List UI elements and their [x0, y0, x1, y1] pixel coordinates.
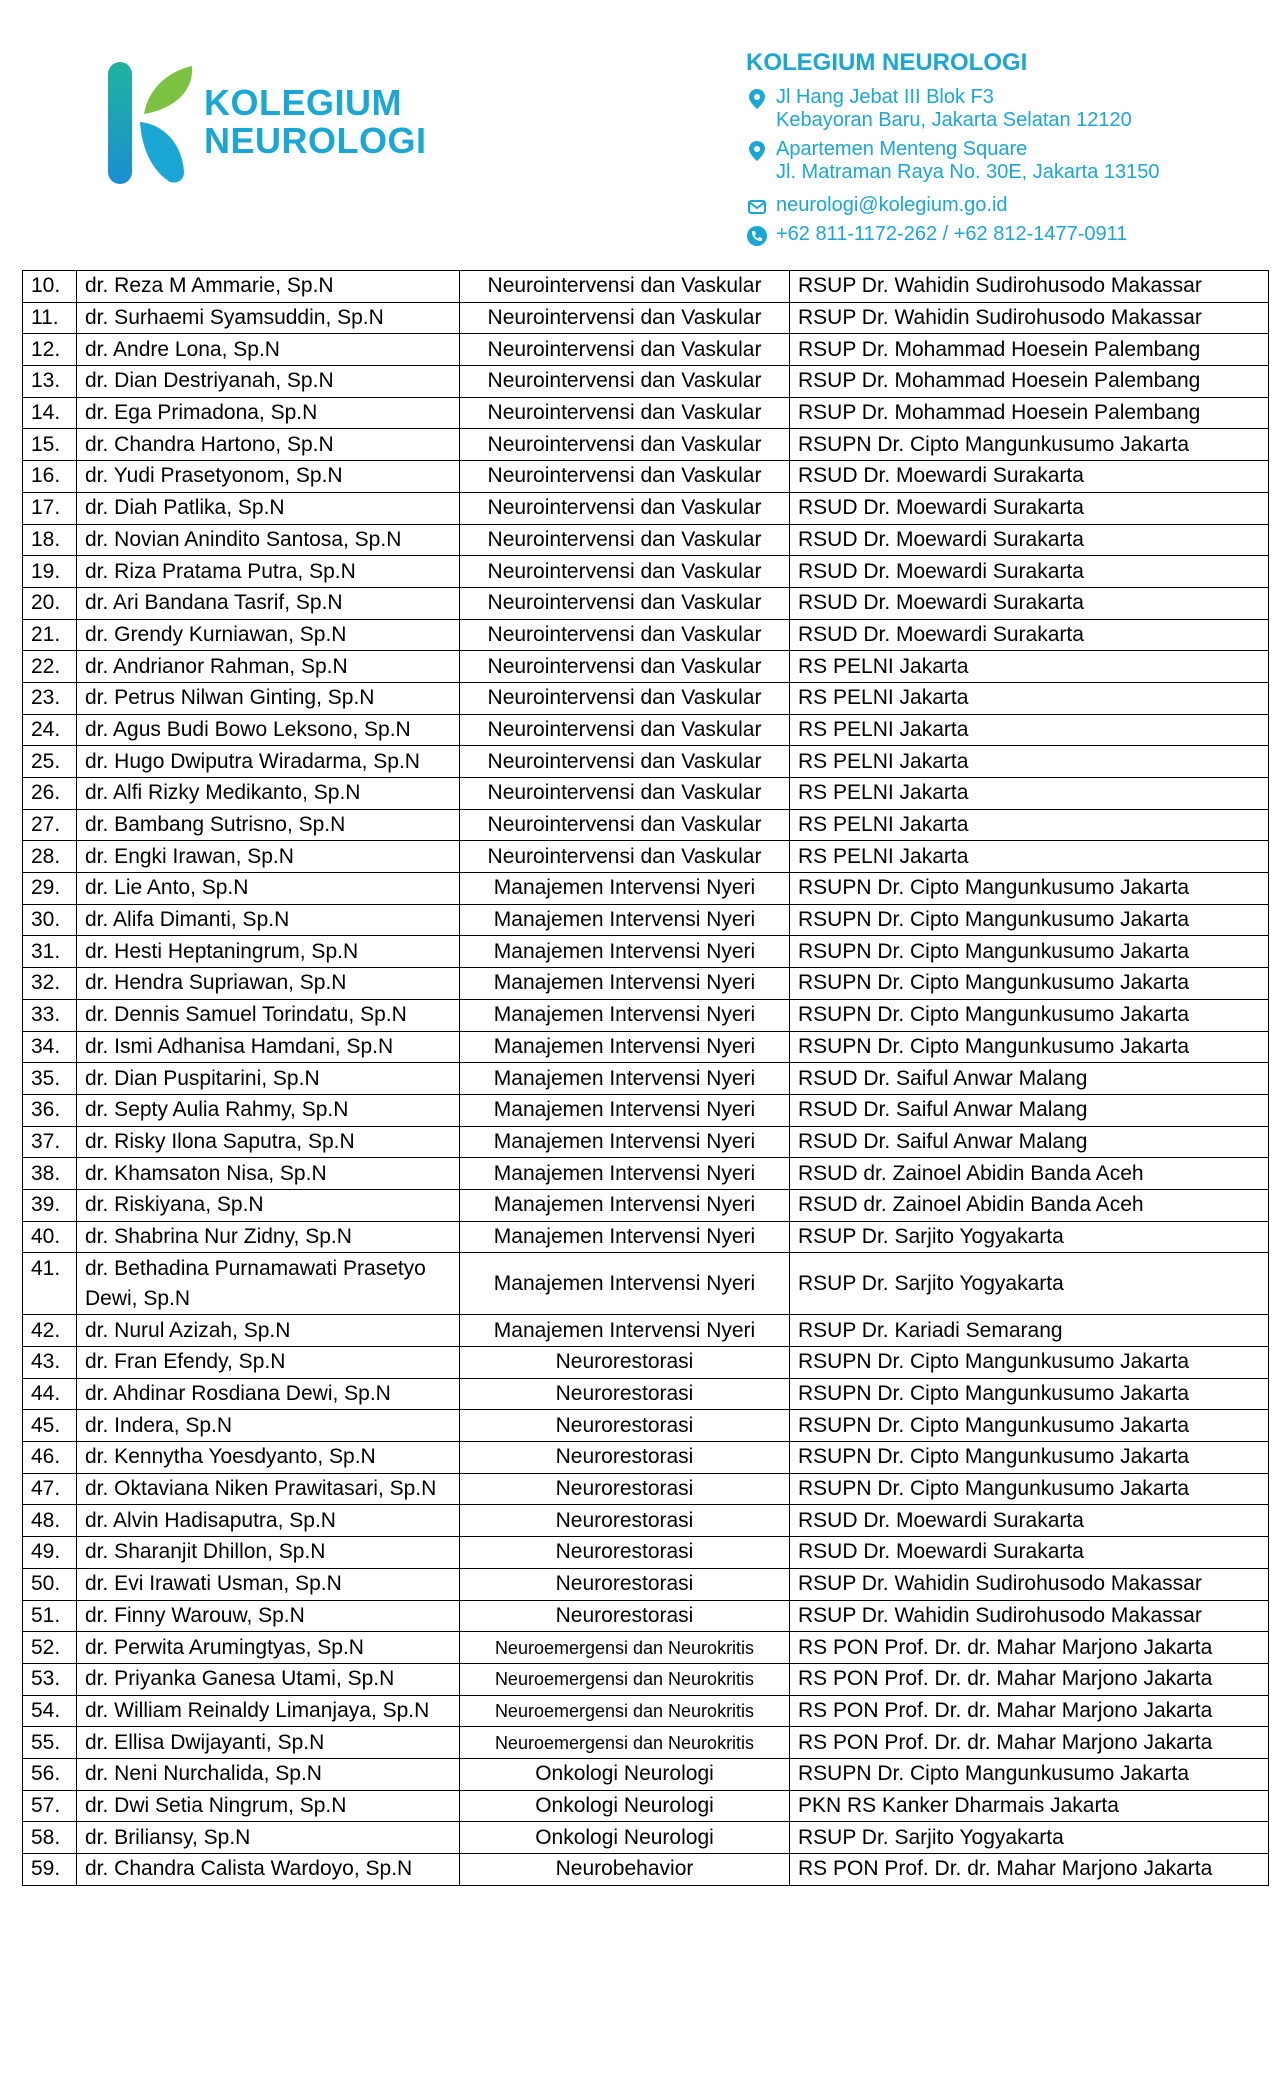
hospital: RS PELNI Jakarta	[790, 651, 1269, 683]
division: Neurorestorasi	[460, 1410, 790, 1442]
row-number: 54.	[23, 1695, 77, 1727]
hospital: RSUPN Dr. Cipto Mangunkusumo Jakarta	[790, 904, 1269, 936]
hospital: RSUPN Dr. Cipto Mangunkusumo Jakarta	[790, 968, 1269, 1000]
row-number: 38.	[23, 1158, 77, 1190]
division: Neurointervensi dan Vaskular	[460, 524, 790, 556]
hospital: RSUPN Dr. Cipto Mangunkusumo Jakarta	[790, 1473, 1269, 1505]
doctor-name: dr. Surhaemi Syamsuddin, Sp.N	[77, 302, 460, 334]
division: Neurointervensi dan Vaskular	[460, 619, 790, 651]
hospital: RSUPN Dr. Cipto Mangunkusumo Jakarta	[790, 1031, 1269, 1063]
table-row	[23, 1158, 1269, 1190]
doctor-name: dr. Novian Anindito Santosa, Sp.N	[77, 524, 460, 556]
division: Manajemen Intervensi Nyeri	[460, 1221, 790, 1253]
division: Neurointervensi dan Vaskular	[460, 809, 790, 841]
row-number: 59.	[23, 1854, 77, 1886]
row-number: 35.	[23, 1063, 77, 1095]
division: Neurorestorasi	[460, 1505, 790, 1537]
row-number: 56.	[23, 1758, 77, 1790]
row-number: 23.	[23, 682, 77, 714]
hospital: RS PELNI Jakarta	[790, 682, 1269, 714]
doctor-name: dr. Grendy Kurniawan, Sp.N	[77, 619, 460, 651]
table-row	[23, 999, 1269, 1031]
doctor-name: dr. Dwi Setia Ningrum, Sp.N	[77, 1790, 460, 1822]
doctor-name: dr. Shabrina Nur Zidny, Sp.N	[77, 1221, 460, 1253]
row-number: 55.	[23, 1727, 77, 1759]
letterhead	[0, 0, 1275, 262]
row-number: 13.	[23, 366, 77, 398]
division: Neurointervensi dan Vaskular	[460, 366, 790, 398]
hospital: RSUPN Dr. Cipto Mangunkusumo Jakarta	[790, 999, 1269, 1031]
location-pin-icon	[746, 88, 768, 110]
hospital: RSUD Dr. Moewardi Surakarta	[790, 1537, 1269, 1569]
table-row	[23, 1695, 1269, 1727]
division: Manajemen Intervensi Nyeri	[460, 968, 790, 1000]
doctor-name: dr. Alifa Dimanti, Sp.N	[77, 904, 460, 936]
division: Neurointervensi dan Vaskular	[460, 841, 790, 873]
division: Neurointervensi dan Vaskular	[460, 587, 790, 619]
hospital: RSUD Dr. Saiful Anwar Malang	[790, 1126, 1269, 1158]
row-number: 42.	[23, 1315, 77, 1347]
table-row	[23, 1632, 1269, 1664]
table-row	[23, 619, 1269, 651]
table-row	[23, 1663, 1269, 1695]
division: Neurointervensi dan Vaskular	[460, 778, 790, 810]
division: Manajemen Intervensi Nyeri	[460, 1315, 790, 1347]
hospital: RSUP Dr. Wahidin Sudirohusodo Makassar	[790, 1600, 1269, 1632]
email-icon	[746, 196, 768, 218]
table-row	[23, 1094, 1269, 1126]
table-row	[23, 651, 1269, 683]
division: Neurointervensi dan Vaskular	[460, 271, 790, 303]
row-number: 18.	[23, 524, 77, 556]
row-number: 39.	[23, 1189, 77, 1221]
division: Manajemen Intervensi Nyeri	[460, 1253, 790, 1315]
row-number: 20.	[23, 587, 77, 619]
contact-title: KOLEGIUM NEUROLOGI	[746, 49, 1028, 76]
table-row	[23, 1221, 1269, 1253]
doctor-name: dr. Sharanjit Dhillon, Sp.N	[77, 1537, 460, 1569]
table-row	[23, 1758, 1269, 1790]
division: Neurorestorasi	[460, 1600, 790, 1632]
doctor-name: dr. Yudi Prasetyonom, Sp.N	[77, 461, 460, 493]
logo-wordmark	[204, 84, 427, 160]
table-body	[23, 271, 1269, 1886]
table-row	[23, 1568, 1269, 1600]
doctor-name: dr. Agus Budi Bowo Leksono, Sp.N	[77, 714, 460, 746]
doctor-name: dr. Bambang Sutrisno, Sp.N	[77, 809, 460, 841]
table-row	[23, 1063, 1269, 1095]
doctor-name: dr. Andrianor Rahman, Sp.N	[77, 651, 460, 683]
doctor-name: dr. Engki Irawan, Sp.N	[77, 841, 460, 873]
phone-line	[740, 223, 1260, 246]
table-row	[23, 1854, 1269, 1886]
hospital: RSUD Dr. Saiful Anwar Malang	[790, 1063, 1269, 1095]
table-row	[23, 397, 1269, 429]
hospital: RSUP Dr. Wahidin Sudirohusodo Makassar	[790, 302, 1269, 334]
hospital: RSUPN Dr. Cipto Mangunkusumo Jakarta	[790, 429, 1269, 461]
row-number: 19.	[23, 556, 77, 588]
doctor-name: dr. Ahdinar Rosdiana Dewi, Sp.N	[77, 1378, 460, 1410]
address-1-line-1: Jl Hang Jebat III Blok F3	[776, 86, 994, 108]
table-row	[23, 334, 1269, 366]
row-number: 41.	[23, 1253, 77, 1315]
hospital: RS PELNI Jakarta	[790, 841, 1269, 873]
kolegium-logo-icon	[104, 62, 194, 184]
address-2-line-2: Jl. Matraman Raya No. 30E, Jakarta 13150	[776, 161, 1160, 183]
row-number: 15.	[23, 429, 77, 461]
division: Manajemen Intervensi Nyeri	[460, 1063, 790, 1095]
address-1	[740, 86, 1260, 132]
doctor-name: dr. Risky Ilona Saputra, Sp.N	[77, 1126, 460, 1158]
division: Neurointervensi dan Vaskular	[460, 556, 790, 588]
table-row	[23, 1600, 1269, 1632]
division: Neurorestorasi	[460, 1347, 790, 1379]
division: Neurointervensi dan Vaskular	[460, 429, 790, 461]
row-number: 10.	[23, 271, 77, 303]
division: Manajemen Intervensi Nyeri	[460, 873, 790, 905]
hospital: RSUP Dr. Sarjito Yogyakarta	[790, 1822, 1269, 1854]
division: Neurointervensi dan Vaskular	[460, 492, 790, 524]
division: Neurointervensi dan Vaskular	[460, 334, 790, 366]
division: Neurorestorasi	[460, 1378, 790, 1410]
table-row	[23, 1410, 1269, 1442]
hospital: RSUD Dr. Moewardi Surakarta	[790, 492, 1269, 524]
hospital: RS PELNI Jakarta	[790, 746, 1269, 778]
row-number: 47.	[23, 1473, 77, 1505]
hospital: RSUPN Dr. Cipto Mangunkusumo Jakarta	[790, 873, 1269, 905]
row-number: 11.	[23, 302, 77, 334]
row-number: 58.	[23, 1822, 77, 1854]
hospital: RSUP Dr. Wahidin Sudirohusodo Makassar	[790, 271, 1269, 303]
division: Manajemen Intervensi Nyeri	[460, 904, 790, 936]
doctor-name: dr. Chandra Hartono, Sp.N	[77, 429, 460, 461]
table-row	[23, 492, 1269, 524]
hospital: RSUD Dr. Moewardi Surakarta	[790, 1505, 1269, 1537]
row-number: 27.	[23, 809, 77, 841]
division: Neuroemergensi dan Neurokritis	[460, 1727, 790, 1759]
table-row	[23, 1790, 1269, 1822]
phone-icon	[746, 225, 768, 247]
doctor-name: dr. Evi Irawati Usman, Sp.N	[77, 1568, 460, 1600]
table-row	[23, 1473, 1269, 1505]
row-number: 34.	[23, 1031, 77, 1063]
table-row	[23, 841, 1269, 873]
hospital: RS PELNI Jakarta	[790, 809, 1269, 841]
address-2-line-1: Apartemen Menteng Square	[776, 138, 1028, 160]
row-number: 21.	[23, 619, 77, 651]
email-line	[740, 194, 1260, 217]
row-number: 26.	[23, 778, 77, 810]
address-2	[740, 138, 1260, 184]
doctor-name: dr. Perwita Arumingtyas, Sp.N	[77, 1632, 460, 1664]
division: Neurointervensi dan Vaskular	[460, 461, 790, 493]
doctor-name: dr. Lie Anto, Sp.N	[77, 873, 460, 905]
row-number: 51.	[23, 1600, 77, 1632]
hospital: RSUP Dr. Kariadi Semarang	[790, 1315, 1269, 1347]
table-row	[23, 1505, 1269, 1537]
doctor-name: dr. Indera, Sp.N	[77, 1410, 460, 1442]
doctor-name: dr. Fran Efendy, Sp.N	[77, 1347, 460, 1379]
division: Onkologi Neurologi	[460, 1822, 790, 1854]
hospital: RSUP Dr. Mohammad Hoesein Palembang	[790, 397, 1269, 429]
table-row	[23, 302, 1269, 334]
logo-line-2: NEUROLOGI	[204, 120, 427, 161]
hospital: RS PELNI Jakarta	[790, 778, 1269, 810]
row-number: 49.	[23, 1537, 77, 1569]
table-row	[23, 1347, 1269, 1379]
hospital: RSUD Dr. Moewardi Surakarta	[790, 461, 1269, 493]
table-row	[23, 587, 1269, 619]
row-number: 48.	[23, 1505, 77, 1537]
division: Manajemen Intervensi Nyeri	[460, 1094, 790, 1126]
table-row	[23, 1378, 1269, 1410]
table-row	[23, 682, 1269, 714]
location-pin-icon	[746, 140, 768, 162]
table-row	[23, 461, 1269, 493]
division: Neurointervensi dan Vaskular	[460, 651, 790, 683]
participant-table	[22, 270, 1269, 1886]
division: Onkologi Neurologi	[460, 1758, 790, 1790]
table-row	[23, 1442, 1269, 1474]
division: Neuroemergensi dan Neurokritis	[460, 1695, 790, 1727]
doctor-name: dr. Petrus Nilwan Ginting, Sp.N	[77, 682, 460, 714]
doctor-name: dr. Dian Destriyanah, Sp.N	[77, 366, 460, 398]
row-number: 17.	[23, 492, 77, 524]
division: Neurobehavior	[460, 1854, 790, 1886]
row-number: 33.	[23, 999, 77, 1031]
doctor-name: dr. Finny Warouw, Sp.N	[77, 1600, 460, 1632]
division: Manajemen Intervensi Nyeri	[460, 999, 790, 1031]
table-row	[23, 1031, 1269, 1063]
row-number: 52.	[23, 1632, 77, 1664]
hospital: RS PON Prof. Dr. dr. Mahar Marjono Jakarta	[790, 1854, 1269, 1886]
table-row	[23, 1189, 1269, 1221]
hospital: RSUPN Dr. Cipto Mangunkusumo Jakarta	[790, 1410, 1269, 1442]
table-row	[23, 809, 1269, 841]
contact-block	[740, 48, 1260, 246]
hospital: RS PON Prof. Dr. dr. Mahar Marjono Jakarta	[790, 1727, 1269, 1759]
table-row	[23, 1822, 1269, 1854]
row-number: 12.	[23, 334, 77, 366]
table-row	[23, 271, 1269, 303]
doctor-name: dr. Hesti Heptaningrum, Sp.N	[77, 936, 460, 968]
table-row	[23, 873, 1269, 905]
division: Neurointervensi dan Vaskular	[460, 682, 790, 714]
table-row	[23, 778, 1269, 810]
division: Manajemen Intervensi Nyeri	[460, 1158, 790, 1190]
row-number: 45.	[23, 1410, 77, 1442]
doctor-name: dr. Diah Patlika, Sp.N	[77, 492, 460, 524]
table-row	[23, 1315, 1269, 1347]
hospital: RSUP Dr. Sarjito Yogyakarta	[790, 1221, 1269, 1253]
division: Neurointervensi dan Vaskular	[460, 302, 790, 334]
division: Neurorestorasi	[460, 1442, 790, 1474]
doctor-name: dr. Neni Nurchalida, Sp.N	[77, 1758, 460, 1790]
table-row	[23, 1727, 1269, 1759]
hospital: RS PON Prof. Dr. dr. Mahar Marjono Jakarta	[790, 1632, 1269, 1664]
doctor-name: dr. William Reinaldy Limanjaya, Sp.N	[77, 1695, 460, 1727]
doctor-name: dr. Ega Primadona, Sp.N	[77, 397, 460, 429]
hospital: RSUPN Dr. Cipto Mangunkusumo Jakarta	[790, 1378, 1269, 1410]
doctor-name: dr. Kennytha Yoesdyanto, Sp.N	[77, 1442, 460, 1474]
table-row	[23, 1537, 1269, 1569]
doctor-name: dr. Bethadina Purnamawati Prasetyo Dewi, Sp.N	[77, 1253, 460, 1315]
doctor-name: dr. Dennis Samuel Torindatu, Sp.N	[77, 999, 460, 1031]
hospital: RSUPN Dr. Cipto Mangunkusumo Jakarta	[790, 1442, 1269, 1474]
division: Neurointervensi dan Vaskular	[460, 397, 790, 429]
hospital: RSUD Dr. Moewardi Surakarta	[790, 556, 1269, 588]
doctor-name: dr. Khamsaton Nisa, Sp.N	[77, 1158, 460, 1190]
division: Onkologi Neurologi	[460, 1790, 790, 1822]
doctor-name: dr. Riskiyana, Sp.N	[77, 1189, 460, 1221]
row-number: 43.	[23, 1347, 77, 1379]
row-number: 30.	[23, 904, 77, 936]
table-row	[23, 1253, 1269, 1315]
row-number: 24.	[23, 714, 77, 746]
row-number: 57.	[23, 1790, 77, 1822]
division: Manajemen Intervensi Nyeri	[460, 1126, 790, 1158]
table-row	[23, 524, 1269, 556]
division: Neurointervensi dan Vaskular	[460, 746, 790, 778]
doctor-name: dr. Nurul Azizah, Sp.N	[77, 1315, 460, 1347]
doctor-name: dr. Dian Puspitarini, Sp.N	[77, 1063, 460, 1095]
row-number: 31.	[23, 936, 77, 968]
table-row	[23, 746, 1269, 778]
hospital: RSUP Dr. Mohammad Hoesein Palembang	[790, 334, 1269, 366]
row-number: 14.	[23, 397, 77, 429]
hospital: RSUP Dr. Mohammad Hoesein Palembang	[790, 366, 1269, 398]
hospital: RS PELNI Jakarta	[790, 714, 1269, 746]
row-number: 46.	[23, 1442, 77, 1474]
row-number: 22.	[23, 651, 77, 683]
doctor-name: dr. Ismi Adhanisa Hamdani, Sp.N	[77, 1031, 460, 1063]
doctor-name: dr. Alfi Rizky Medikanto, Sp.N	[77, 778, 460, 810]
email-text[interactable]: neurologi@kolegium.go.id	[776, 194, 1008, 216]
row-number: 44.	[23, 1378, 77, 1410]
hospital: RSUD Dr. Moewardi Surakarta	[790, 587, 1269, 619]
row-number: 25.	[23, 746, 77, 778]
doctor-name: dr. Chandra Calista Wardoyo, Sp.N	[77, 1854, 460, 1886]
table-row	[23, 936, 1269, 968]
hospital: RSUPN Dr. Cipto Mangunkusumo Jakarta	[790, 936, 1269, 968]
doctor-name: dr. Hugo Dwiputra Wiradarma, Sp.N	[77, 746, 460, 778]
hospital: RSUD dr. Zainoel Abidin Banda Aceh	[790, 1189, 1269, 1221]
row-number: 32.	[23, 968, 77, 1000]
hospital: PKN RS Kanker Dharmais Jakarta	[790, 1790, 1269, 1822]
hospital: RSUP Dr. Sarjito Yogyakarta	[790, 1253, 1269, 1315]
doctor-name: dr. Briliansy, Sp.N	[77, 1822, 460, 1854]
row-number: 28.	[23, 841, 77, 873]
doctor-name: dr. Ellisa Dwijayanti, Sp.N	[77, 1727, 460, 1759]
table-row	[23, 366, 1269, 398]
table-row	[23, 1126, 1269, 1158]
doctor-name: dr. Septy Aulia Rahmy, Sp.N	[77, 1094, 460, 1126]
row-number: 37.	[23, 1126, 77, 1158]
row-number: 16.	[23, 461, 77, 493]
table-row	[23, 968, 1269, 1000]
hospital: RSUD Dr. Saiful Anwar Malang	[790, 1094, 1269, 1126]
doctor-name: dr. Hendra Supriawan, Sp.N	[77, 968, 460, 1000]
hospital: RSUD Dr. Moewardi Surakarta	[790, 524, 1269, 556]
hospital: RSUPN Dr. Cipto Mangunkusumo Jakarta	[790, 1347, 1269, 1379]
phone-text[interactable]: +62 811-1172-262 / +62 812-1477-0911	[776, 223, 1128, 245]
row-number: 50.	[23, 1568, 77, 1600]
table-row	[23, 556, 1269, 588]
doctor-name: dr. Priyanka Ganesa Utami, Sp.N	[77, 1663, 460, 1695]
table-row	[23, 904, 1269, 936]
hospital: RSUP Dr. Wahidin Sudirohusodo Makassar	[790, 1568, 1269, 1600]
hospital: RSUD dr. Zainoel Abidin Banda Aceh	[790, 1158, 1269, 1190]
doctor-name: dr. Riza Pratama Putra, Sp.N	[77, 556, 460, 588]
division: Neuroemergensi dan Neurokritis	[460, 1632, 790, 1664]
doctor-name: dr. Reza M Ammarie, Sp.N	[77, 271, 460, 303]
row-number: 40.	[23, 1221, 77, 1253]
row-number: 53.	[23, 1663, 77, 1695]
hospital: RSUPN Dr. Cipto Mangunkusumo Jakarta	[790, 1758, 1269, 1790]
division: Neurointervensi dan Vaskular	[460, 714, 790, 746]
hospital: RS PON Prof. Dr. dr. Mahar Marjono Jakarta	[790, 1695, 1269, 1727]
doctor-name: dr. Oktaviana Niken Prawitasari, Sp.N	[77, 1473, 460, 1505]
table-row	[23, 429, 1269, 461]
division: Neurorestorasi	[460, 1473, 790, 1505]
division: Neurorestorasi	[460, 1537, 790, 1569]
logo-line-1: KOLEGIUM	[204, 82, 402, 123]
hospital: RSUD Dr. Moewardi Surakarta	[790, 619, 1269, 651]
doctor-name: dr. Andre Lona, Sp.N	[77, 334, 460, 366]
row-number: 36.	[23, 1094, 77, 1126]
division: Manajemen Intervensi Nyeri	[460, 1031, 790, 1063]
division: Neurorestorasi	[460, 1568, 790, 1600]
row-number: 29.	[23, 873, 77, 905]
doctor-name: dr. Ari Bandana Tasrif, Sp.N	[77, 587, 460, 619]
table-row	[23, 714, 1269, 746]
division: Manajemen Intervensi Nyeri	[460, 936, 790, 968]
division: Manajemen Intervensi Nyeri	[460, 1189, 790, 1221]
division: Neuroemergensi dan Neurokritis	[460, 1663, 790, 1695]
hospital: RS PON Prof. Dr. dr. Mahar Marjono Jakarta	[790, 1663, 1269, 1695]
address-1-line-2: Kebayoran Baru, Jakarta Selatan 12120	[776, 109, 1132, 131]
doctor-name: dr. Alvin Hadisaputra, Sp.N	[77, 1505, 460, 1537]
